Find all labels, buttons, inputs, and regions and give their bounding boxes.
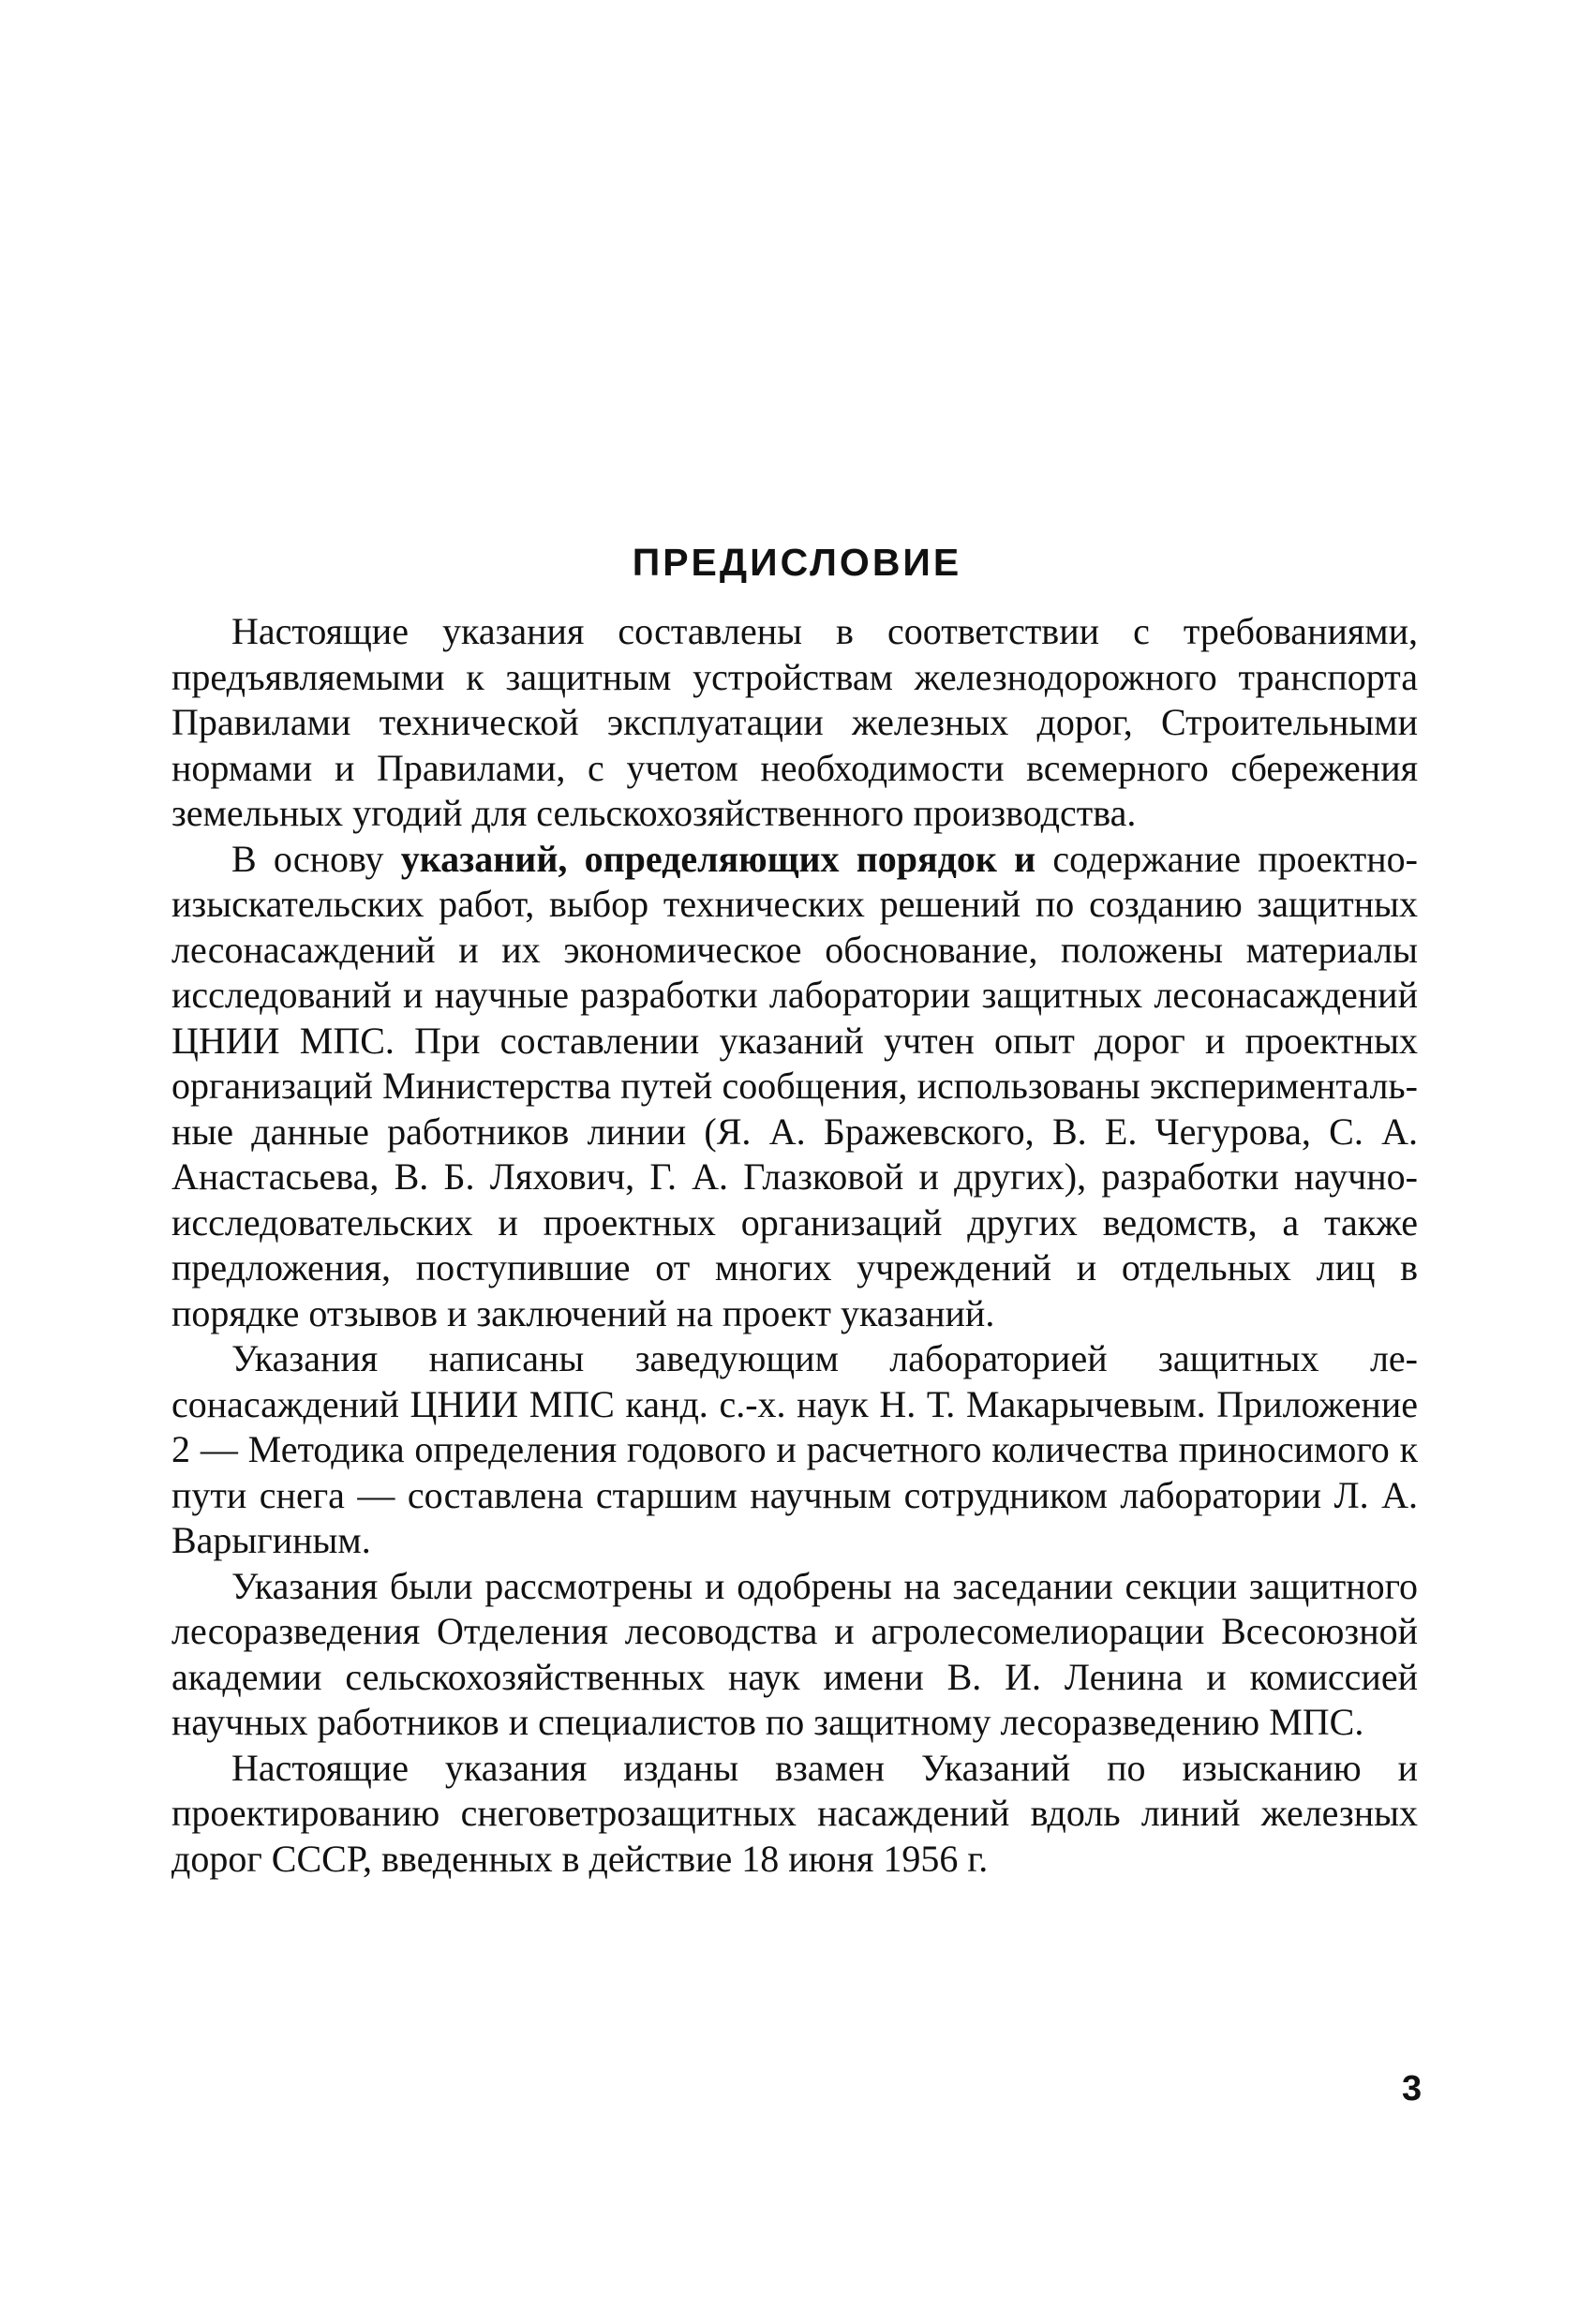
paragraph-text: Указания написаны заведующим лабораторией защитных лесонасаждений ЦНИИ МПС канд. с.-х. наук Н. Т. Макарычевым. Приложение 2 — Методика определения годового и расчетного количества приносимого к пути снега — составлена старшим научным сотрудником лаборатории Л. А. Варыгиным. <box>171 1337 1418 1561</box>
paragraph-requirements <box>171 609 1418 837</box>
paragraph-text: содержание проектно-изыскательских работ, выбор технических решений по созданию защитных лесонасаждений и их экономическое обоснование, положены материалы исследований и научные разработки лаборатории защитных лесонасаждений ЦНИИ МПС. При составлении указаний учтен опыт дорог и проектных организаций Министерства путей сообщения, использованы экспериментальные данные работников линии (Я. А. Бражевского, В. Е. Чегурова, С. А. Анастасьева, В. Б. Ляхович, Г. А. Глазковой и других), разработки научно-исследовательских и проектных организаций других ведомств, а также предложения, поступившие от многих учреждений и отдельных лиц в порядке отзывов и заключений на проект указаний. <box>171 837 1418 1334</box>
page-title: ПРЕДИСЛОВИЕ <box>632 541 962 585</box>
paragraph-lead: В основу <box>231 837 401 880</box>
paragraph-authors <box>171 1336 1418 1564</box>
paragraph-replacement <box>171 1746 1418 1883</box>
paragraph-basis <box>171 837 1418 1337</box>
paragraph-text: Указания были рассмотрены и одобрены на заседании секции защитного лесоразведения Отделения лесоводства и агролесомелиорации Всесоюзной академии сельскохозяйственных наук имени В. И. Ленина и комиссией научных работников и специалистов по защитному лесоразведению МПС. <box>171 1564 1418 1743</box>
paragraph-approval <box>171 1564 1418 1746</box>
paragraph-bold-phrase: указаний, определяющих порядок и <box>400 837 1036 880</box>
paragraph-text: Настоящие указания изданы взамен Указаний по изысканию и проектированию снеговетрозащитных насаждений вдоль линий железных дорог СССР, введенных в действие 18 июня 1956 г. <box>171 1746 1418 1880</box>
page-number: 3 <box>1402 2069 1423 2108</box>
preface-body <box>171 609 1418 1882</box>
paragraph-text: Настоящие указания составлены в соответствии с требованиями, предъявляемыми к защитным устройствам железнодорожного транспорта Правилами технической эксплуатации железных дорог, Строительными нормами и Правилами, с учетом необходимости всемерного сбережения земельных угодий для сельскохозяйственного производства. <box>171 610 1418 834</box>
